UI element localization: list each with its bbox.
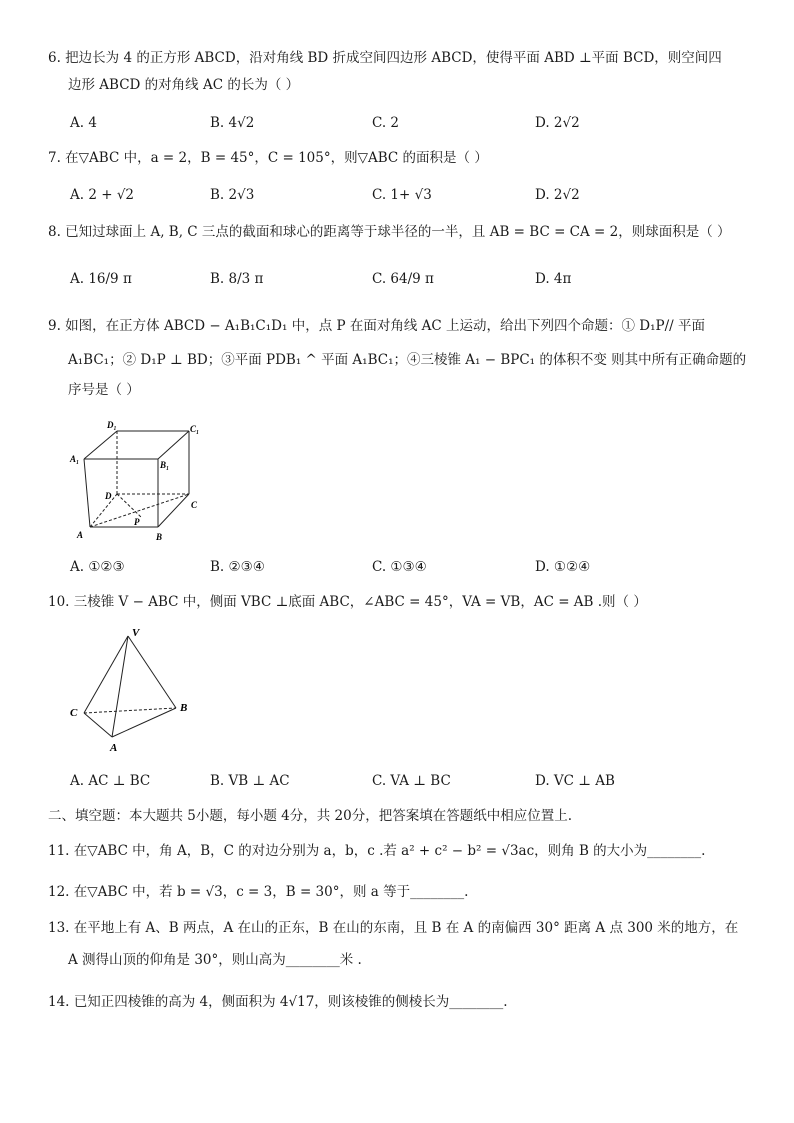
q7-option-c: C. 1+ √3 — [372, 187, 432, 203]
q11-line1: 11. 在▽ABC 中，角 A，B，C 的对边分别为 a，b，c .若 a² + c² − b² = √3ac，则角 B 的大小为________. — [48, 843, 706, 859]
section2-heading: 二、填空题：本大题共 5小题，每小题 4分，共 20分，把答案填在答题纸中相应位置上. — [48, 808, 573, 824]
q9-label-b1: B₁ — [160, 460, 170, 470]
q6-option-d: D. 2√2 — [535, 115, 580, 131]
q9-label-a1: A₁ — [70, 454, 80, 464]
q9-option-a: A. ①②③ — [70, 559, 125, 575]
q6-option-a: A. 4 — [70, 115, 97, 131]
q7-option-a: A. 2 + √2 — [70, 187, 135, 203]
q9-label-d: D — [105, 491, 112, 501]
q10-label-c: C — [70, 707, 78, 719]
q9-option-b: B. ②③④ — [210, 559, 265, 575]
q10-label-a: A — [110, 742, 118, 754]
q7-line1: 7. 在▽ABC 中，a = 2，B = 45°，C = 105°，则▽ABC 的面积是（ ） — [48, 150, 488, 166]
q9-line3: 序号是（ ） — [68, 382, 140, 398]
q6-option-b: B. 4√2 — [210, 115, 255, 131]
q10-pyramid-edges — [84, 636, 176, 737]
q8-option-b: B. 8/3 π — [210, 271, 264, 287]
q10-option-a: A. AC ⊥ BC — [70, 773, 151, 789]
q12-line1: 12. 在▽ABC 中，若 b = √3，c = 3，B = 30°，则 a 等于________. — [48, 884, 469, 900]
q10-option-d: D. VC ⊥ AB — [535, 773, 615, 789]
q13-line1: 13. 在平地上有 A、B 两点，A 在山的正东，B 在山的东南，且 B 在 A 的南偏西 30° 距离 A 点 300 米的地方，在 — [48, 920, 739, 936]
q6-option-c: C. 2 — [372, 115, 400, 131]
q9-label-c: C — [191, 500, 198, 510]
q10-label-b: B — [180, 702, 188, 714]
q8-line1: 8. 已知过球面上 A, B, C 三点的截面和球心的距离等于球半径的一半，且 AB = BC = CA = 2，则球面积是（ ） — [48, 224, 731, 240]
q7-option-b: B. 2√3 — [210, 187, 255, 203]
q10-line1: 10. 三棱锥 V − ABC 中，侧面 VBC ⊥底面 ABC，∠ABC = 45°，VA = VB，AC = AB .则（ ） — [48, 594, 647, 610]
q9-label-p: P — [134, 517, 140, 527]
q7-option-d: D. 2√2 — [535, 187, 580, 203]
q10-option-c: C. VA ⊥ BC — [372, 773, 451, 789]
q10-pyramid-hidden-edge — [84, 708, 176, 713]
q8-option-c: C. 64/9 π — [372, 271, 434, 287]
q9-label-c1: C₁ — [190, 424, 200, 434]
q10-option-b: B. VB ⊥ AC — [210, 773, 290, 789]
q10-pyramid-figure — [64, 622, 204, 757]
q9-cube-figure — [62, 412, 212, 547]
q13-line2: A 测得山顶的仰角是 30°，则山高为________米 . — [68, 952, 362, 968]
q9-option-d: D. ①②④ — [535, 559, 591, 575]
q9-label-d1: D₁ — [107, 420, 117, 430]
q9-label-a: A — [77, 530, 84, 540]
q6-line2: 边形 ABCD 的对角线 AC 的长为（ ） — [68, 77, 300, 93]
q14-line1: 14. 已知正四棱锥的高为 4，侧面积为 4√17，则该棱锥的侧棱长为________. — [48, 994, 508, 1010]
q9-line2: A₁BC₁；② D₁P ⊥ BD；③平面 PDB₁ ^ 平面 A₁BC₁；④三棱锥 A₁ − BPC₁ 的体积不变 则其中所有正确命题的 — [68, 352, 747, 368]
q9-line1: 9. 如图，在正方体 ABCD − A₁B₁C₁D₁ 中，点 P 在面对角线 AC 上运动，给出下列四个命题：① D₁P// 平面 — [48, 318, 706, 334]
q8-option-a: A. 16/9 π — [70, 271, 132, 287]
q9-option-c: C. ①③④ — [372, 559, 427, 575]
q9-cube-hidden-edges — [90, 431, 189, 527]
q9-label-b: B — [156, 532, 163, 542]
q6-line1: 6. 把边长为 4 的正方形 ABCD，沿对角线 BD 折成空间四边形 ABCD，使得平面 ABD ⊥平面 BCD，则空间四 — [48, 50, 722, 66]
q10-label-v: V — [132, 627, 140, 639]
q8-option-d: D. 4π — [535, 271, 572, 287]
